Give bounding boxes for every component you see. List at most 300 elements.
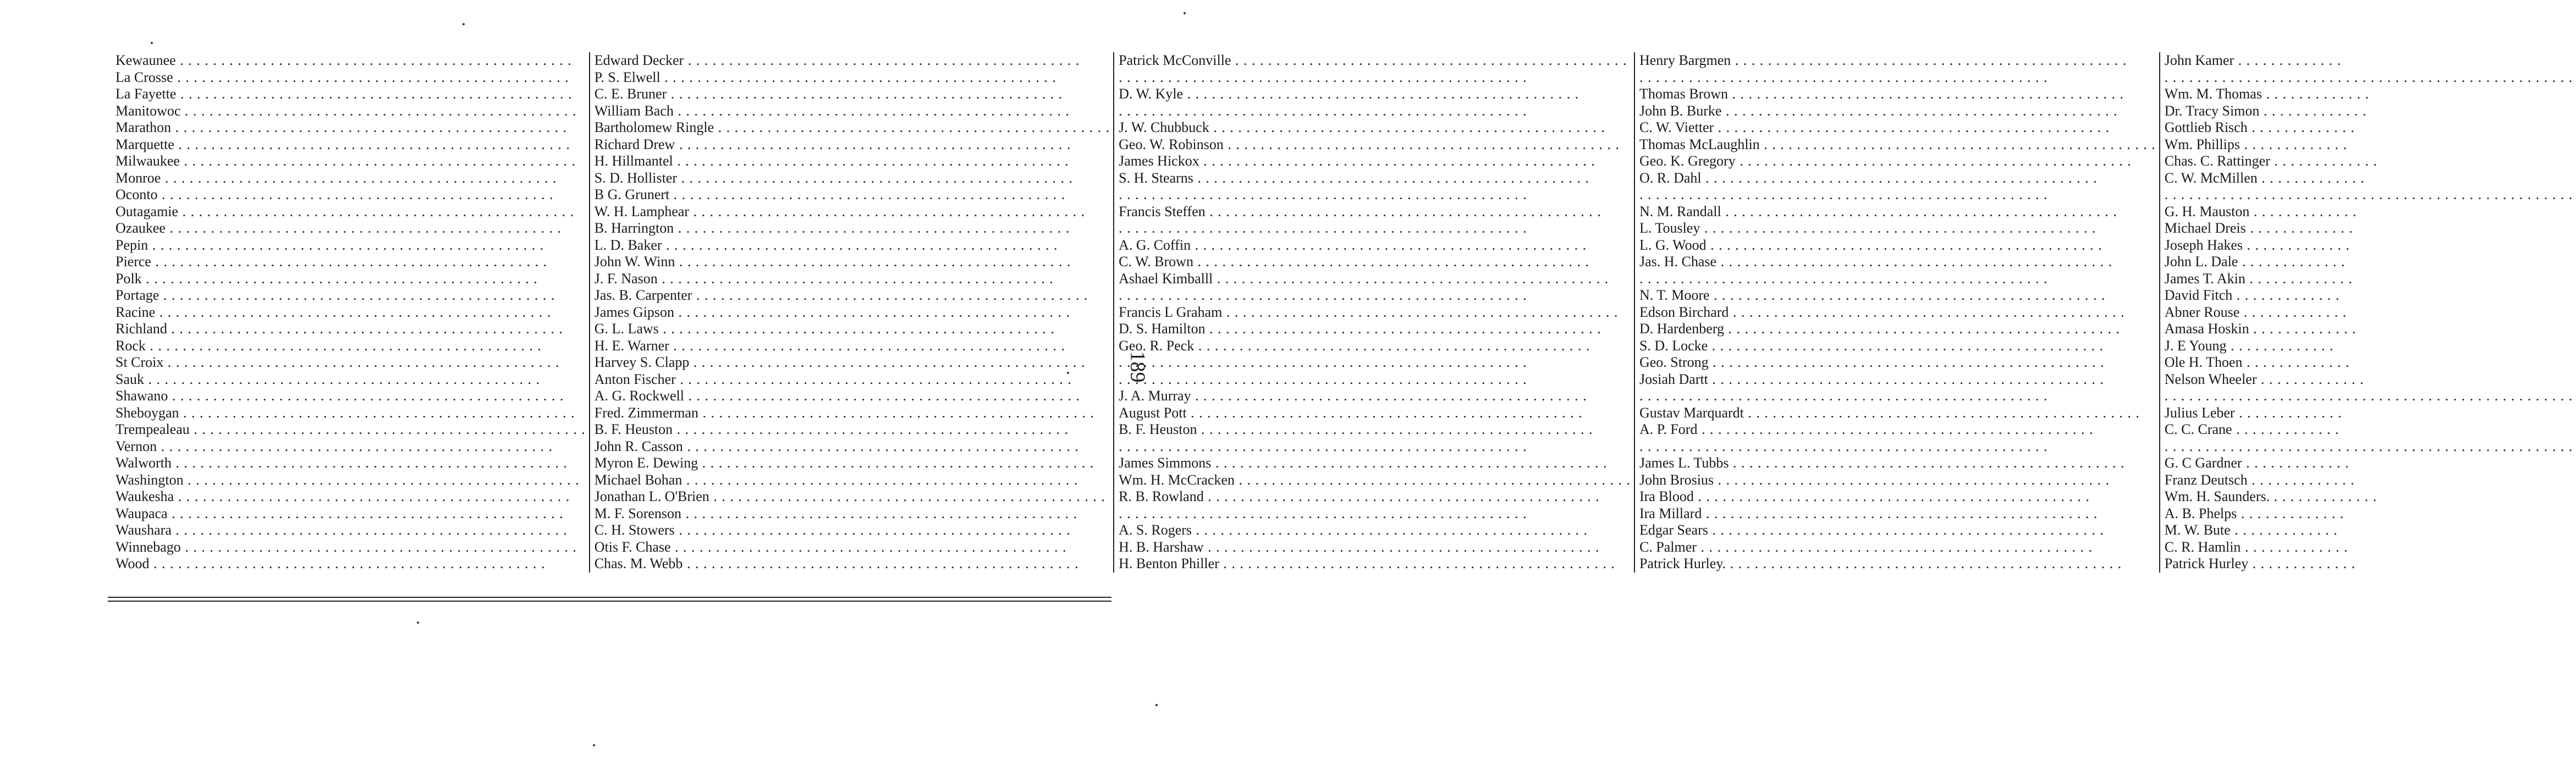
officer-cell [1634, 438, 2160, 455]
officer-name: Edward Decker . . . [595, 52, 1080, 68]
officer-name: Thomas McLaughlin . . . [1639, 136, 2156, 152]
officer-name: A. B. Phelps . . . [2165, 505, 2344, 521]
county-name: Waupaca . . . [115, 505, 564, 521]
officer-cell [590, 204, 1114, 221]
page-number: 189 [1126, 351, 1149, 383]
officer-cell [1114, 170, 1634, 187]
officer-cell [1634, 321, 2160, 338]
officer-name: M. W. Bute . . . [2165, 522, 2338, 538]
officer-cell [1634, 237, 2160, 254]
officer-cell [2160, 170, 2576, 187]
county-name: Marquette . . . [115, 136, 570, 152]
officer-name: L. D. Baker . . . [595, 237, 1058, 253]
officer-name: Chas. M. Webb . . . [595, 556, 1079, 571]
officer-name: A. P. Ford . . . [1639, 421, 2093, 437]
officer-name: C. C. Crane . . . [2165, 421, 2340, 437]
blank-dot-leader [1639, 271, 2048, 287]
officer-cell [2160, 287, 2576, 304]
county-cell [108, 304, 590, 321]
officer-cell [1114, 438, 1634, 455]
county-name: La Fayette . . . [115, 86, 572, 102]
blank-dot-leader [1119, 69, 1527, 85]
print-speck [593, 744, 595, 746]
county-name: Trempealeau . . . [115, 421, 586, 437]
county-cell [108, 204, 590, 221]
table-row [108, 69, 2576, 86]
officer-cell [1114, 455, 1634, 472]
officer-name: Myron E. Dewing . . . [595, 455, 1094, 471]
table-row [108, 204, 2576, 221]
county-cell [108, 237, 590, 254]
table-row [108, 119, 2576, 136]
officer-name: Bartholomew Ringle . . . [595, 119, 1110, 135]
officer-cell [1634, 371, 2160, 388]
officer-name: Nelson Wheeler . . . [2165, 371, 2364, 387]
officer-name: Joseph Hakes . . . [2165, 237, 2350, 253]
officer-cell [1634, 388, 2160, 405]
officer-cell [590, 52, 1114, 69]
officer-cell [1114, 472, 1634, 489]
officer-cell [590, 220, 1114, 237]
county-cell [108, 220, 590, 237]
officer-cell [2160, 539, 2576, 556]
officer-cell [1114, 103, 1634, 120]
officer-name: Gottlieb Risch . . . [2165, 119, 2355, 135]
officer-cell [2160, 522, 2576, 539]
officer-name: Ashael Kimballl . . . [1119, 271, 1609, 287]
print-speck [1067, 372, 1069, 374]
table-row [108, 321, 2576, 338]
blank-dot-leader [1119, 505, 1527, 521]
officer-cell [1114, 371, 1634, 388]
officer-cell [2160, 354, 2576, 371]
officer-cell [2160, 438, 2576, 455]
officer-cell [2160, 455, 2576, 472]
officer-cell [590, 455, 1114, 472]
table-row [108, 237, 2576, 254]
table-row [108, 170, 2576, 187]
county-cell [108, 52, 590, 69]
officer-name: Josiah Dartt . . . [1639, 371, 2104, 387]
officer-name: G. C Gardner . . . [2165, 455, 2349, 471]
officer-name: James T. Akin . . . [2165, 271, 2353, 287]
blank-dot-leader [1119, 220, 1527, 236]
county-name: Sheboygan . . . [115, 405, 575, 421]
officer-name: L. G. Wood . . . [1639, 237, 2102, 253]
officer-name: James Hickox . . . [1119, 153, 1595, 169]
table-row [108, 271, 2576, 288]
county-cell [108, 354, 590, 371]
officer-name: John W. Winn . . . [595, 254, 1071, 270]
officer-cell [2160, 556, 2576, 573]
officer-name: C. W. Vietter . . . [1639, 119, 2110, 135]
officer-cell [1114, 287, 1634, 304]
officer-cell [590, 539, 1114, 556]
blank-dot-leader [1639, 69, 2048, 85]
county-cell [108, 321, 590, 338]
officer-name: A. S. Rogers . . . [1119, 522, 1588, 538]
officer-cell [1114, 338, 1634, 355]
officer-cell [1114, 153, 1634, 170]
officer-name: N. M. Randall . . . [1639, 204, 2117, 219]
officer-cell [1114, 186, 1634, 204]
county-name: La Crosse . . . [115, 69, 569, 85]
county-name: Waukesha . . . [115, 488, 570, 504]
table-row [108, 539, 2576, 556]
officer-name: Michael Bohan . . . [595, 472, 1078, 488]
officer-cell [2160, 505, 2576, 522]
officer-name: John L. Dale . . . [2165, 254, 2346, 270]
officer-name: G. H. Mauston . . . [2165, 204, 2357, 219]
officer-cell [1114, 204, 1634, 221]
blank-dot-leader [1639, 438, 2048, 454]
county-cell [108, 287, 590, 304]
blank-dot-leader [1119, 371, 1527, 387]
officer-cell [1114, 86, 1634, 103]
officer-cell [1114, 556, 1634, 573]
table-body [108, 52, 2576, 573]
officer-cell [1634, 52, 2160, 69]
officer-name: J. E Young . . . [2165, 338, 2334, 354]
officer-name: August Pott . . . [1119, 405, 1583, 421]
officer-cell [1634, 287, 2160, 304]
officer-cell [1114, 539, 1634, 556]
officer-cell [1114, 421, 1634, 438]
county-name: Racine . . . [115, 304, 551, 320]
table-row [108, 522, 2576, 539]
county-name: Pepin . . . [115, 237, 544, 253]
officer-name: Julius Leber . . . [2165, 405, 2342, 421]
officer-name: Franz Deutsch . . . [2165, 472, 2355, 488]
officer-cell [1634, 103, 2160, 120]
officer-cell [1114, 237, 1634, 254]
officer-cell [1634, 170, 2160, 187]
officer-name: Dr. Tracy Simon . . . [2165, 103, 2367, 119]
table-row [108, 103, 2576, 120]
officer-cell [2160, 371, 2576, 388]
officer-cell [590, 103, 1114, 120]
county-cell [108, 186, 590, 204]
officer-cell [2160, 237, 2576, 254]
county-name: Waushara . . . [115, 522, 568, 538]
county-name: St Croix . . . [115, 354, 559, 370]
officer-name: Wm. M. Thomas . . . [2165, 86, 2369, 102]
county-cell [108, 488, 590, 505]
county-cell [108, 69, 590, 86]
officer-cell [1634, 539, 2160, 556]
officer-cell [2160, 119, 2576, 136]
officer-cell [1634, 69, 2160, 86]
officer-cell [1114, 271, 1634, 288]
officer-name: W. H. Lamphear . . . [595, 204, 1085, 219]
officer-name: B. F. Heuston . . . [1119, 421, 1593, 437]
officer-cell [2160, 321, 2576, 338]
county-name: Richland . . . [115, 321, 563, 337]
officer-name: Wm. H. Saunders. . . . [2165, 488, 2377, 504]
blank-dot-leader [2165, 186, 2573, 202]
officer-cell [590, 153, 1114, 170]
county-cell [108, 254, 590, 271]
officer-name: S. H. Stearns . . . [1119, 170, 1589, 186]
officer-cell [590, 136, 1114, 153]
officer-name: N. T. Moore . . . [1639, 287, 2106, 303]
officer-name: J. F. Nason . . . [595, 271, 1054, 287]
officer-name: M. F. Sorenson . . . [595, 505, 1077, 521]
officer-name: A. G. Coffin . . . [1119, 237, 1587, 253]
county-cell [108, 421, 590, 438]
officer-name: Fred. Zimmerman . . . [595, 405, 1094, 421]
officer-cell [1114, 119, 1634, 136]
county-name: Shawano . . . [115, 388, 564, 404]
print-speck [1155, 704, 1158, 706]
county-cell [108, 86, 590, 103]
officer-cell [2160, 69, 2576, 86]
officer-cell [1634, 488, 2160, 505]
table-row [108, 52, 2576, 69]
table-row [108, 371, 2576, 388]
officer-cell [590, 522, 1114, 539]
county-cell [108, 170, 590, 187]
officer-name: Jas. H. Chase . . . [1639, 254, 2112, 270]
county-cell [108, 371, 590, 388]
officer-name: P. S. Elwell . . . [595, 69, 1056, 85]
officer-cell [590, 304, 1114, 321]
blank-dot-leader [1119, 354, 1527, 370]
county-cell [108, 388, 590, 405]
officer-name: Gustav Marquardt . . . [1639, 405, 2140, 421]
table-row [108, 304, 2576, 321]
officer-name: D. Hardenberg . . . [1639, 321, 2120, 337]
officer-name: D. W. Kyle . . . [1119, 86, 1579, 102]
officer-name: C. W. Brown . . . [1119, 254, 1589, 270]
officer-cell [1114, 354, 1634, 371]
table-row [108, 505, 2576, 522]
officer-cell [1634, 304, 2160, 321]
officer-cell [2160, 204, 2576, 221]
officer-cell [1114, 321, 1634, 338]
officer-name: Ira Millard . . . [1639, 505, 2098, 521]
officer-name: Patrick McConville . . . [1119, 52, 1627, 68]
table-row [108, 186, 2576, 204]
officer-name: Otis F. Chase . . . [595, 539, 1067, 555]
officer-cell [590, 388, 1114, 405]
officer-cell [590, 69, 1114, 86]
officer-cell [590, 170, 1114, 187]
closing-rule-thick [108, 601, 1111, 602]
officer-cell [1114, 220, 1634, 237]
officer-name: John Kamer . . . [2165, 52, 2341, 68]
table-row [108, 338, 2576, 355]
officer-name: H. E. Warner . . . [595, 338, 1065, 354]
blank-dot-leader [2165, 69, 2573, 85]
table-row [108, 421, 2576, 438]
county-cell [108, 438, 590, 455]
officer-cell [1634, 119, 2160, 136]
officer-cell [590, 271, 1114, 288]
county-name: Sauk . . . [115, 371, 540, 387]
officer-name: S. D. Hollister . . . [595, 170, 1073, 186]
county-name: Portage . . . [115, 287, 555, 303]
officer-name: B. Harrington . . . [595, 220, 1070, 236]
table-row [108, 556, 2576, 573]
officer-cell [590, 472, 1114, 489]
officer-name: Ira Blood . . . [1639, 488, 2090, 504]
officer-cell [2160, 86, 2576, 103]
table-row [108, 405, 2576, 422]
officer-name: Abner Rouse . . . [2165, 304, 2347, 320]
officer-cell [1114, 505, 1634, 522]
officer-cell [1634, 405, 2160, 422]
county-name: Polk . . . [115, 271, 538, 287]
officer-name: William Bach . . . [595, 103, 1070, 119]
officer-name: John R. Casson . . . [595, 438, 1079, 454]
officer-cell [1634, 271, 2160, 288]
officer-cell [1634, 136, 2160, 153]
county-name: Marathon . . . [115, 119, 567, 135]
officer-cell [1634, 254, 2160, 271]
officer-name: Amasa Hoskin . . . [2165, 321, 2357, 337]
officer-cell [1114, 136, 1634, 153]
officer-cell [1634, 204, 2160, 221]
officer-cell [590, 505, 1114, 522]
table-row [108, 488, 2576, 505]
officer-name: Geo. W. Robinson . . . [1119, 136, 1620, 152]
table-row [108, 136, 2576, 153]
officer-name: Chas. C. Rattinger . . . [2165, 153, 2377, 169]
officer-cell [590, 421, 1114, 438]
officer-name: J. W. Chubbuck . . . [1119, 119, 1605, 135]
officer-cell [2160, 52, 2576, 69]
officer-name: John Brosius . . . [1639, 472, 2110, 488]
county-cell [108, 271, 590, 288]
officer-name: L. Tousley . . . [1639, 220, 2096, 236]
officer-cell [2160, 220, 2576, 237]
county-name: Kewaunee . . . [115, 52, 572, 68]
county-name: Manitowoc . . . [115, 103, 576, 119]
officer-cell [1634, 186, 2160, 204]
county-name: Pierce . . . [115, 254, 547, 270]
officer-cell [2160, 271, 2576, 288]
officer-name: Geo. K. Gregory . . . [1639, 153, 2132, 169]
table-row [108, 220, 2576, 237]
county-cell [108, 556, 590, 573]
officer-name: B. F. Heuston . . . [595, 421, 1069, 437]
county-cell [108, 405, 590, 422]
officer-name: C. R. Hamlin . . . [2165, 539, 2348, 555]
officer-name: Jonathan L. O'Brien . . . [595, 488, 1105, 504]
officer-cell [590, 371, 1114, 388]
table-row [108, 455, 2576, 472]
officer-cell [1114, 304, 1634, 321]
officer-cell [590, 287, 1114, 304]
officer-cell [1114, 488, 1634, 505]
county-officers-table [108, 52, 2576, 573]
officer-name: H. Benton Philler . . . [1119, 556, 1615, 571]
county-cell [108, 455, 590, 472]
officer-cell [590, 354, 1114, 371]
table-row [108, 153, 2576, 170]
officer-cell [2160, 186, 2576, 204]
officer-cell [1634, 338, 2160, 355]
table-row [108, 354, 2576, 371]
blank-dot-leader [1119, 287, 1527, 303]
officer-cell [590, 488, 1114, 505]
officer-cell [590, 321, 1114, 338]
officer-name: Anton Fischer . . . [595, 371, 1072, 387]
county-name: Oconto . . . [115, 186, 554, 202]
officer-name: Patrick Hurley . . . [2165, 556, 2355, 571]
officer-cell [590, 86, 1114, 103]
officer-cell [1114, 405, 1634, 422]
blank-dot-leader [1119, 103, 1527, 119]
table-row [108, 438, 2576, 455]
officer-name: John B. Burke . . . [1639, 103, 2118, 119]
officer-cell [2160, 472, 2576, 489]
county-cell [108, 103, 590, 120]
officer-name: Patrick Hurley. . . . [1639, 556, 2122, 571]
officer-name: Michael Dreis . . . [2165, 220, 2353, 236]
county-cell [108, 119, 590, 136]
officer-cell [1114, 69, 1634, 86]
blank-dot-leader [2165, 388, 2573, 404]
officer-cell [1114, 388, 1634, 405]
officer-cell [2160, 488, 2576, 505]
officer-name: G. L. Laws . . . [595, 321, 1055, 337]
county-name: Walworth . . . [115, 455, 568, 471]
officer-name: James Simmons . . . [1119, 455, 1607, 471]
county-cell [108, 505, 590, 522]
county-cell [108, 539, 590, 556]
officer-cell [1634, 472, 2160, 489]
officer-cell [2160, 153, 2576, 170]
officer-cell [590, 254, 1114, 271]
county-name: Wood . . . [115, 556, 545, 571]
officer-name: Francis Steffen . . . [1119, 204, 1601, 219]
officer-name: James Gipson . . . [595, 304, 1070, 320]
officer-name: Ole H. Thoen . . . [2165, 354, 2350, 370]
officer-cell [2160, 338, 2576, 355]
officer-name: Henry Bargmen . . . [1639, 52, 2127, 68]
county-name: Winnebago . . . [115, 539, 577, 555]
county-name: Vernon . . . [115, 438, 553, 454]
blank-dot-leader [1639, 186, 2048, 202]
officer-name: B G. Grunert . . . [595, 186, 1065, 202]
officer-cell [2160, 254, 2576, 271]
county-cell [108, 472, 590, 489]
table-row [108, 472, 2576, 489]
officer-cell [1634, 86, 2160, 103]
officer-name: D. S. Hamilton . . . [1119, 321, 1601, 337]
table-row [108, 254, 2576, 271]
officer-name: Jas. B. Carpenter . . . [595, 287, 1088, 303]
officer-cell [2160, 405, 2576, 422]
table-row [108, 287, 2576, 304]
officer-name: H. B. Harshaw . . . [1119, 539, 1600, 555]
officer-cell [590, 237, 1114, 254]
officer-name: C. E. Bruner . . . [595, 86, 1063, 102]
county-name: Milwaukee . . . [115, 153, 576, 169]
print-speck [1184, 12, 1186, 14]
officer-cell [590, 186, 1114, 204]
officer-cell [2160, 136, 2576, 153]
officer-cell [1634, 220, 2160, 237]
county-cell [108, 153, 590, 170]
officer-cell [1114, 52, 1634, 69]
blank-dot-leader [1639, 388, 2048, 404]
blank-dot-leader [1119, 438, 1527, 454]
print-speck [463, 23, 465, 25]
county-name: Monroe . . . [115, 170, 557, 186]
